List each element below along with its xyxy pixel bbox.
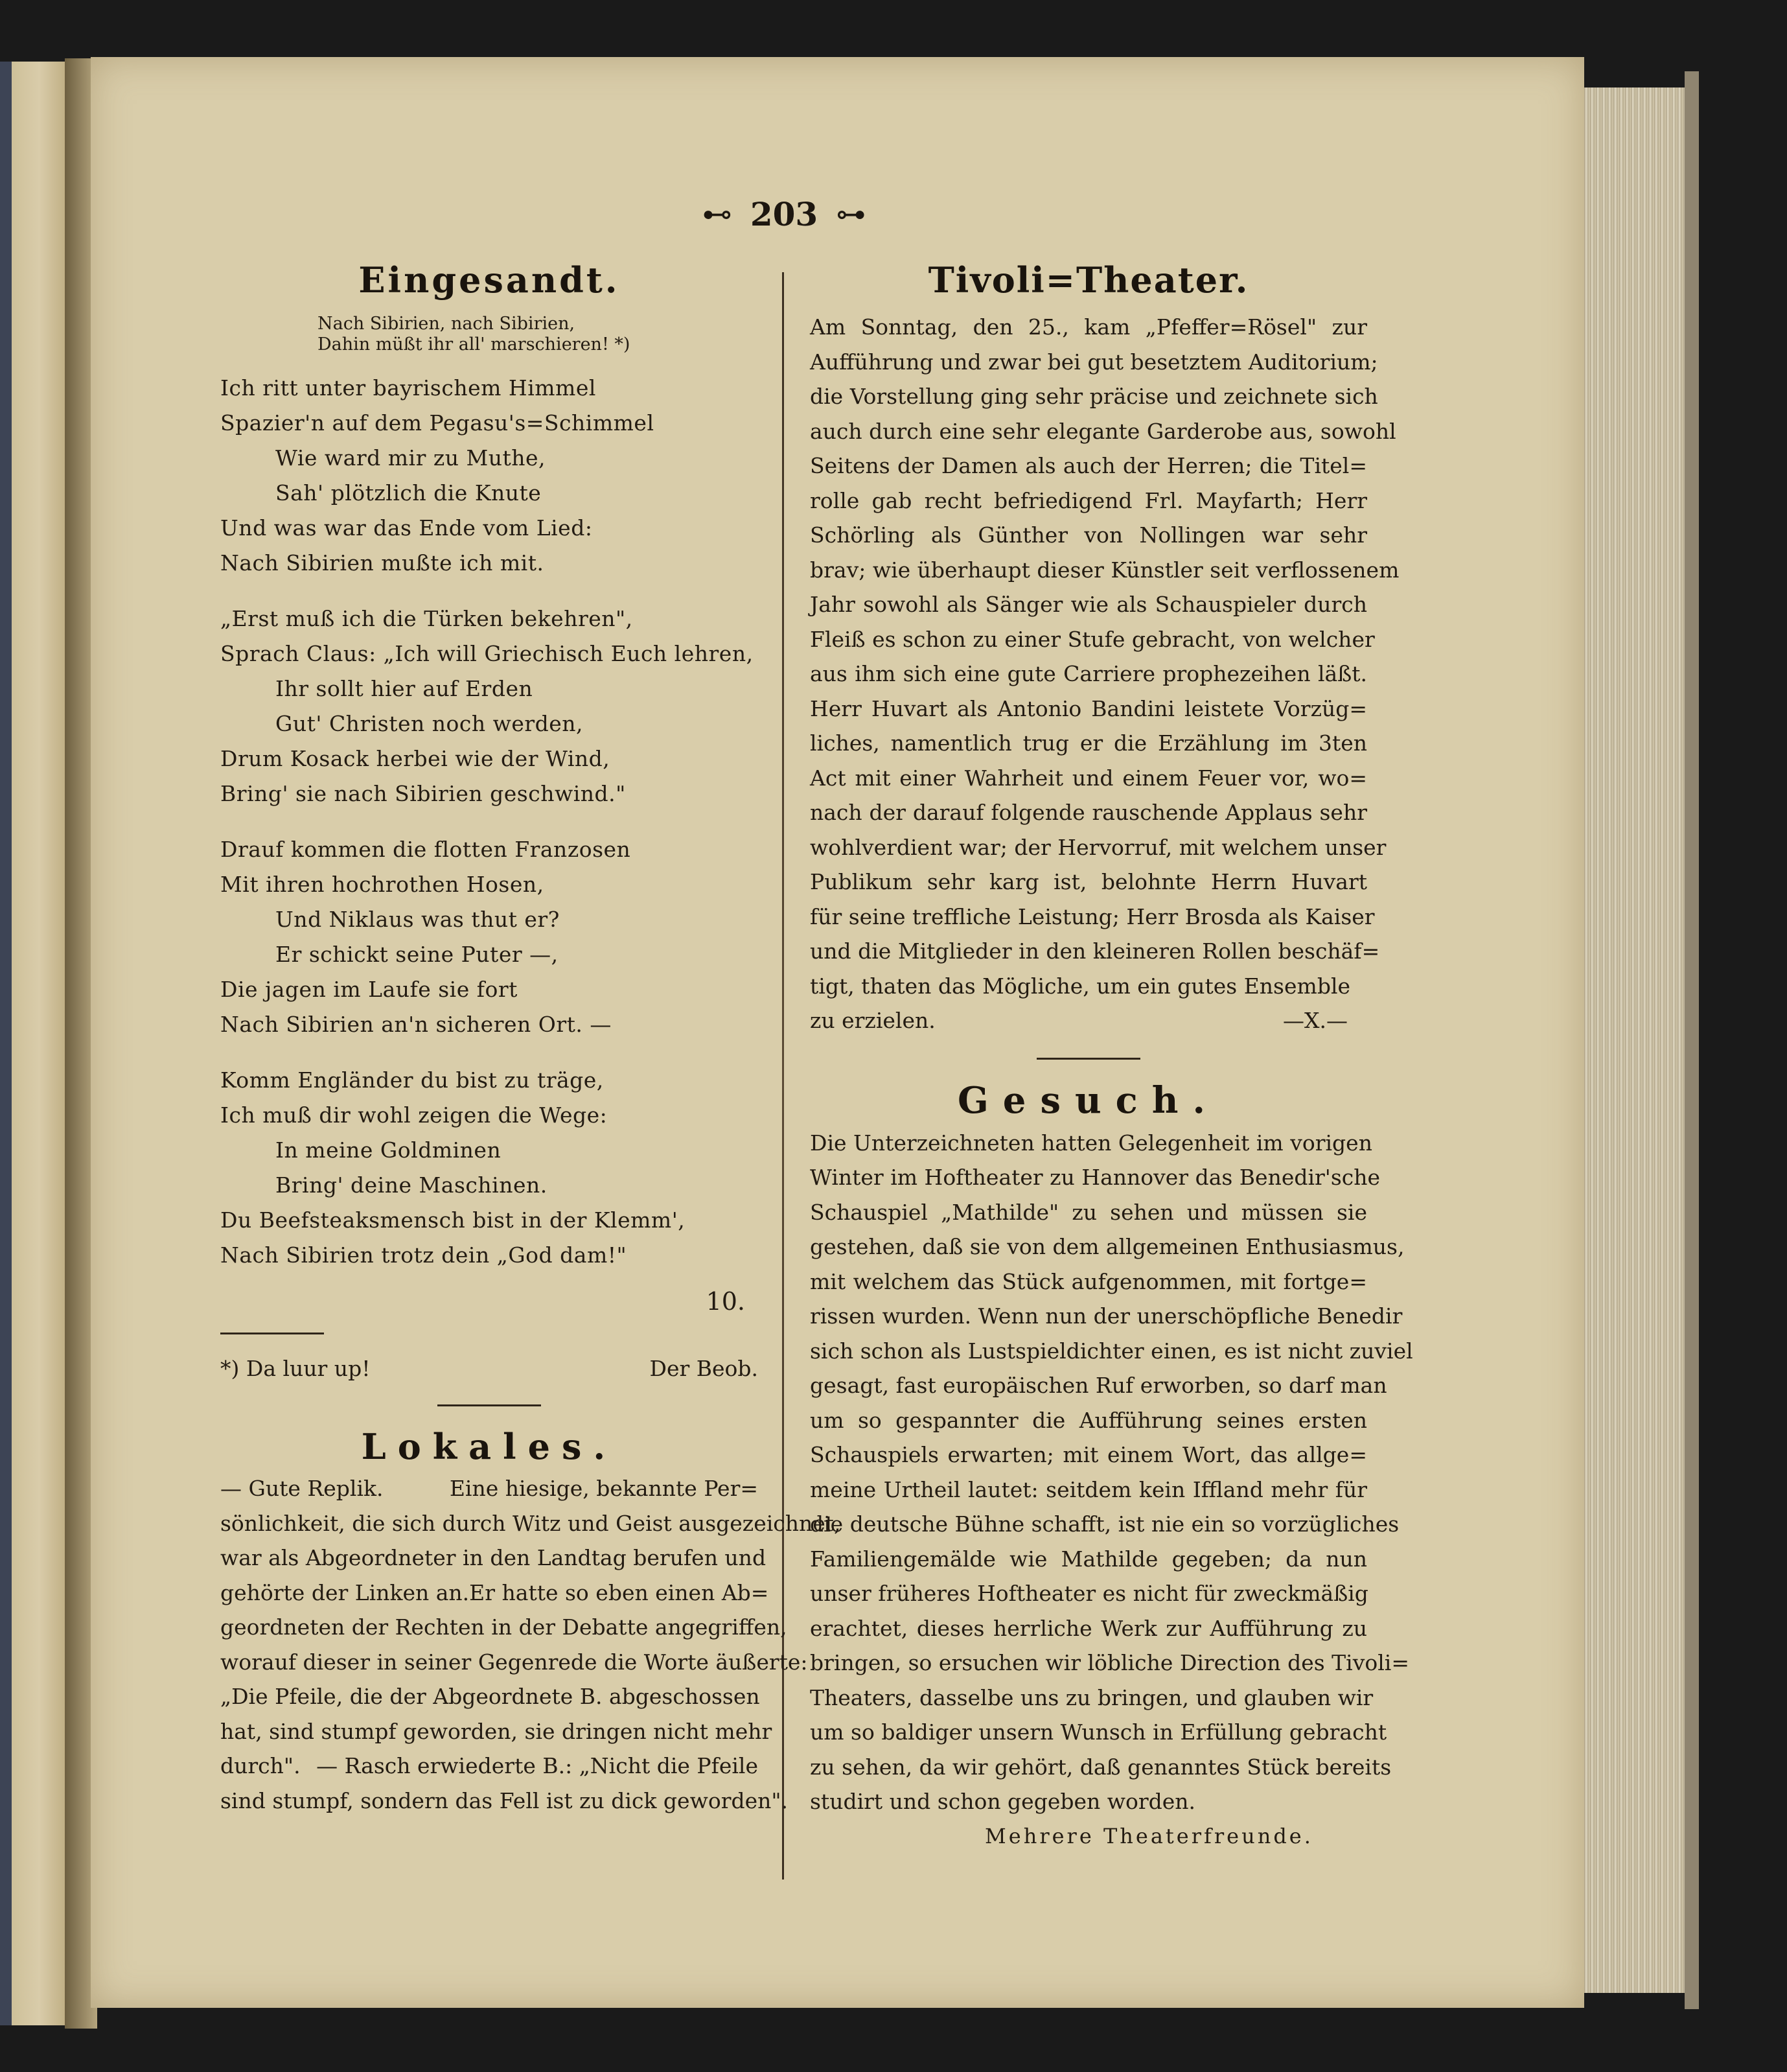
- epigraph: [220, 314, 758, 355]
- gesuch-signature: Mehrere Theaterfreunde.: [985, 1823, 1313, 1848]
- poem-line: Und Niklaus was thut er?: [275, 907, 560, 932]
- text-line: Schauspiels erwarten; mit einem Wort, das allge=: [810, 1442, 1367, 1467]
- text-line: [220, 1749, 758, 1784]
- text-line: Herr Huvart als Antonio Bandini leistete Vorzüg=: [810, 695, 1367, 721]
- text-segment: — Gute Replik.: [220, 1476, 384, 1501]
- text-line: Am Sonntag, den 25., kam „Pfeffer=Rösel" zur: [810, 314, 1367, 340]
- text-segment: worauf dieser in seiner Gegenrede die Worte äußerte:: [220, 1649, 808, 1675]
- right-column: [810, 259, 1413, 1854]
- text-line: Schauspiel „Mathilde" zu sehen und müssen sie: [810, 1199, 1367, 1225]
- text-line: Theaters, dasselbe uns zu bringen, und glauben wir: [810, 1684, 1374, 1710]
- poem-line: Und was war das Ende vom Lied:: [220, 515, 593, 541]
- poem-line: „Erst muß ich die Türken bekehren",: [220, 606, 633, 631]
- text-segment: geordneten der Rechten in der Debatte angegriffen,: [220, 1614, 787, 1640]
- text-line: und die Mitglieder in den kleineren Rollen beschäf=: [810, 938, 1380, 964]
- page-number: 203: [750, 194, 818, 233]
- text-line: um so baldiger unsern Wunsch in Erfüllung gebracht: [810, 1719, 1387, 1745]
- poem-line: Drauf kommen die flotten Franzosen: [220, 837, 631, 862]
- poem-stanza: [220, 601, 758, 811]
- poem-stanza: [220, 832, 758, 1042]
- text-line: [220, 1541, 767, 1576]
- lokales-text: [220, 1471, 841, 1818]
- text-line: mit welchem das Stück aufgenommen, mit fortge=: [810, 1268, 1367, 1294]
- text-line: Die Unterzeichneten hatten Gelegenheit im vorigen: [810, 1130, 1372, 1156]
- text-line: gestehen, daß sie von dem allgemeinen Enthusiasmus,: [810, 1234, 1405, 1259]
- text-line: studirt und schon gegeben worden.: [810, 1789, 1196, 1814]
- text-line: Winter im Hoftheater zu Hannover das Benedir'sche: [810, 1165, 1381, 1190]
- text-segment: sönlichkeit, die sich durch Witz und Geist ausgezeichnet,: [220, 1510, 841, 1536]
- section-title-eingesandt: Eingesandt.: [358, 259, 620, 301]
- text-line: Aufführung und zwar bei gut besetztem Auditorium;: [810, 349, 1378, 375]
- text-segment: war als Abgeordneter in den Landtag berufen und: [220, 1545, 767, 1570]
- text-line: Fleiß es schon zu einer Stufe gebracht, von welcher: [810, 626, 1375, 652]
- poem-line: Nach Sibirien an'n sicheren Ort. —: [220, 1012, 612, 1037]
- text-line: meine Urtheil lautet: seitdem kein Iffland mehr für: [810, 1476, 1367, 1502]
- poem-line: Wie ward mir zu Muthe,: [275, 445, 546, 471]
- left-column: [220, 259, 841, 1818]
- text-line: [220, 1506, 841, 1541]
- poem-line: Du Beefsteaksmensch bist in der Klemm',: [220, 1207, 686, 1233]
- poem-line: Ich ritt unter bayrischem Himmel: [220, 375, 596, 401]
- poem-line: Sah' plötzlich die Knute: [275, 480, 542, 506]
- text-segment: sind stumpf, sondern das Fell ist zu dick geworden".: [220, 1787, 789, 1813]
- poem-line: Spazier'n auf dem Pegasu's=Schimmel: [220, 410, 654, 436]
- text-line: erachtet, dieses herrliche Werk zur Aufführung zu: [810, 1615, 1367, 1641]
- section-title-tivoli: Tivoli=Theater.: [928, 259, 1249, 301]
- text-line: gesagt, fast europäischen Ruf erworben, so darf man: [810, 1373, 1387, 1398]
- poem-line: In meine Goldminen: [275, 1137, 502, 1163]
- section-rule: [220, 1333, 324, 1334]
- section-rule: [1037, 1058, 1140, 1060]
- text-line: die Vorstellung ging sehr präcise und zeichnete sich: [810, 384, 1378, 409]
- poem: [220, 371, 758, 1273]
- book-cover-right: [1685, 71, 1699, 2009]
- tivoli-last-line: zu erzielen.: [810, 1008, 936, 1033]
- tivoli-closing-line: [810, 1003, 1367, 1038]
- gesuch-text: [810, 1126, 1413, 1819]
- poem-line: Gut' Christen noch werden,: [275, 711, 584, 736]
- text-segment: hat, sind stumpf geworden, sie dringen nicht mehr: [220, 1718, 772, 1744]
- text-line: Act mit einer Wahrheit und einem Feuer vor, wo=: [810, 765, 1367, 791]
- text-line: unser früheres Hoftheater es nicht für zweckmäßig: [810, 1581, 1368, 1606]
- text-line: sich schon als Lustspieldichter einen, es ist nicht zuviel: [810, 1338, 1413, 1364]
- epigraph-line: Nach Sibirien, nach Sibirien,: [317, 314, 575, 334]
- text-line: tigt, thaten das Mögliche, um ein gutes Ensemble: [810, 973, 1351, 999]
- poem-line: Bring' sie nach Sibirien geschwind.": [220, 781, 626, 806]
- text-segment: gehörte der Linken an.: [220, 1579, 470, 1605]
- text-line: bringen, so ersuchen wir löbliche Direction des Tivoli=: [810, 1650, 1409, 1675]
- tivoli-signature: —X.—: [1283, 1008, 1348, 1033]
- text-line: wohlverdient war; der Hervorruf, mit welchem unser: [810, 834, 1387, 860]
- text-line: aus ihm sich eine gute Carriere prophezeihen läßt.: [810, 661, 1367, 686]
- poem-line: Ich muß dir wohl zeigen die Wege:: [220, 1102, 608, 1128]
- text-line: um so gespannter die Aufführung seines ersten: [810, 1407, 1367, 1433]
- text-line: [220, 1679, 758, 1714]
- ornament-right-icon: ⊶: [836, 196, 866, 231]
- poem-line: Bring' deine Maschinen.: [275, 1172, 548, 1198]
- text-segment: Eine hiesige, bekannte Per=: [449, 1476, 758, 1501]
- poem-line: Komm Engländer du bist zu träge,: [220, 1067, 604, 1093]
- text-segment: durch".: [220, 1753, 301, 1778]
- text-segment: Er hatte so eben einen Ab=: [469, 1579, 769, 1605]
- poem-line: Sprach Claus: „Ich will Griechisch Euch lehren,: [220, 641, 754, 666]
- page-header: [667, 191, 901, 237]
- poem-line: Drum Kosack herbei wie der Wind,: [220, 746, 610, 771]
- poem-stanza: [220, 1063, 758, 1273]
- text-line: Publikum sehr karg ist, belohnte Herrn Huvart: [810, 869, 1367, 894]
- page-block-edges: [1584, 87, 1698, 1993]
- text-line: rolle gab recht befriedigend Frl. Mayfarth; Herr: [810, 487, 1367, 513]
- epigraph-line: Dahin müßt ihr all' marschieren! *): [317, 334, 630, 355]
- footnote-text: *) Da luur up!: [220, 1356, 371, 1381]
- text-line: Schörling als Günther von Nollingen war sehr: [810, 522, 1367, 548]
- footnote: [220, 1353, 758, 1385]
- text-line: [220, 1714, 772, 1749]
- text-line: rissen wurden. Wenn nun der unerschöpfliche Benedir: [810, 1303, 1403, 1329]
- text-line: nach der darauf folgende rauschende Applaus sehr: [810, 800, 1367, 825]
- poem-signature: 10.: [706, 1287, 745, 1316]
- poem-stanza: [220, 371, 758, 581]
- ornament-left-icon: ⊷: [702, 196, 732, 231]
- poem-line: Ihr sollt hier auf Erden: [275, 676, 533, 701]
- poem-line: Nach Sibirien trotz dein „God dam!": [220, 1242, 627, 1268]
- text-line: [220, 1471, 758, 1506]
- text-line: Seitens der Damen als auch der Herren; die Titel=: [810, 453, 1367, 478]
- text-line: [220, 1576, 769, 1611]
- text-line: zu sehen, da wir gehört, daß genanntes Stück bereits: [810, 1754, 1392, 1780]
- book-cover-edge: [0, 62, 12, 2025]
- text-line: liches, namentlich trug er die Erzählung im 3ten: [810, 730, 1367, 756]
- section-title-gesuch: Gesuch.: [957, 1078, 1219, 1122]
- poem-line: Nach Sibirien mußte ich mit.: [220, 550, 544, 576]
- text-line: [220, 1645, 808, 1680]
- text-line: brav; wie überhaupt dieser Künstler seit verflossenem: [810, 557, 1400, 583]
- text-line: für seine treffliche Leistung; Herr Brosda als Kaiser: [810, 903, 1375, 929]
- section-rule: [437, 1404, 541, 1406]
- text-line: Jahr sowohl als Sänger wie als Schauspieler durch: [810, 592, 1367, 617]
- text-line: [220, 1784, 789, 1819]
- text-segment: „Die Pfeile, die der Abgeordnete B. abgeschossen: [220, 1684, 760, 1709]
- text-line: auch durch eine sehr elegante Garderobe aus, sowohl: [810, 418, 1396, 444]
- text-line: die deutsche Bühne schafft, ist nie ein so vorzügliches: [810, 1511, 1400, 1537]
- poem-line: Die jagen im Laufe sie fort: [220, 977, 518, 1002]
- poem-line: Er schickt seine Puter —,: [275, 942, 559, 967]
- text-line: Familiengemälde wie Mathilde gegeben; da nun: [810, 1546, 1367, 1572]
- text-line: [220, 1610, 787, 1645]
- tivoli-text: [810, 310, 1400, 1003]
- text-segment: — Rasch erwiederte B.: „Nicht die Pfeile: [316, 1753, 758, 1778]
- section-title-lokales: Lokales.: [361, 1426, 617, 1467]
- poem-line: Mit ihren hochrothen Hosen,: [220, 872, 544, 897]
- footnote-author: Der Beob.: [649, 1356, 758, 1381]
